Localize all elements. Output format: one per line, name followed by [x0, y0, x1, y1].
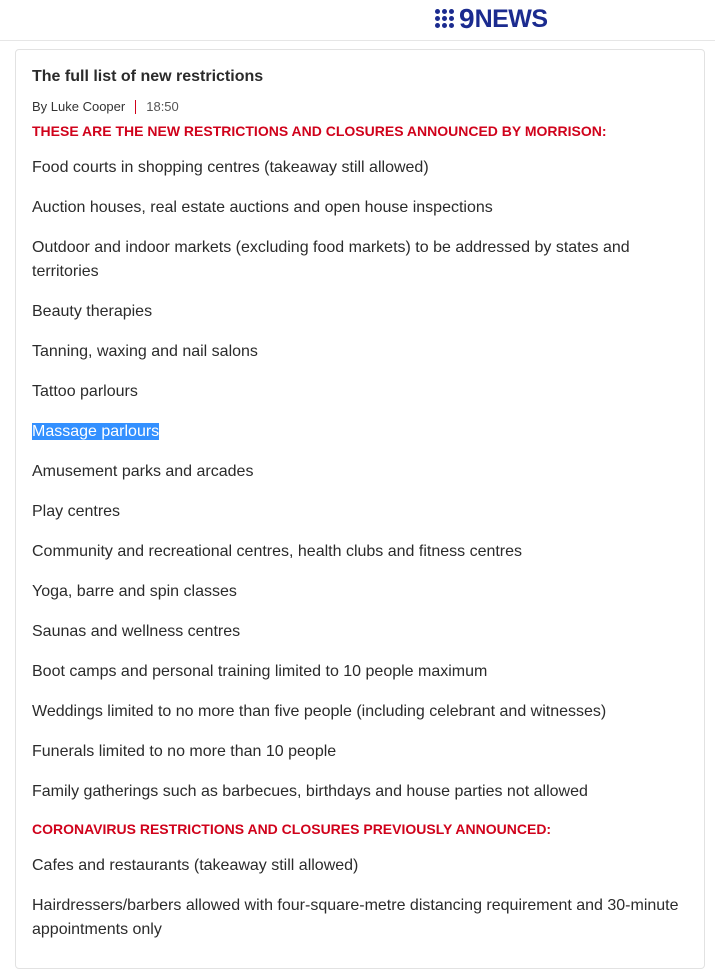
list-item: Beauty therapies — [32, 303, 153, 320]
logo-number: 9 — [459, 3, 474, 34]
timestamp: 18:50 — [146, 99, 179, 114]
nine-dots-icon — [435, 7, 459, 31]
list-item: Yoga, barre and spin classes — [32, 583, 237, 600]
list-item: Food courts in shopping centres (takeaway still allowed) — [32, 159, 429, 176]
list-item: Amusement parks and arcades — [32, 463, 254, 480]
article-title: The full list of new restrictions — [32, 68, 264, 85]
list-item: Auction houses, real estate auctions and open house inspections — [32, 199, 493, 216]
new-restrictions-list — [32, 156, 682, 820]
byline[interactable]: By Luke Cooper — [32, 99, 126, 114]
section-heading-previous: CORONAVIRUS RESTRICTIONS AND CLOSURES PREVIOUSLY ANNOUNCED: — [32, 821, 552, 837]
meta-separator — [135, 100, 136, 114]
logo-text: NEWS — [474, 5, 548, 33]
list-item: Weddings limited to no more than five people (including celebrant and witnesses) — [32, 703, 607, 720]
list-item-selected: Massage parlours — [32, 423, 160, 440]
list-item: Tanning, waxing and nail salons — [32, 343, 258, 360]
article-meta — [32, 99, 179, 114]
list-item: Tattoo parlours — [32, 383, 138, 400]
top-bar — [0, 0, 715, 41]
nine-news-logo[interactable] — [435, 3, 548, 34]
previous-restrictions-list — [32, 854, 682, 958]
section-heading-new: THESE ARE THE NEW RESTRICTIONS AND CLOSURES ANNOUNCED BY MORRISON: — [32, 123, 607, 139]
list-item: Outdoor and indoor markets (excluding food markets) to be addressed by states and territories — [32, 239, 630, 280]
list-item: Hairdressers/barbers allowed with four-square-metre distancing requirement and 30-minute appointments only — [32, 897, 679, 938]
list-item: Cafes and restaurants (takeaway still allowed) — [32, 857, 359, 874]
list-item: Funerals limited to no more than 10 people — [32, 743, 337, 760]
list-item: Family gatherings such as barbecues, birthdays and house parties not allowed — [32, 783, 588, 800]
list-item: Community and recreational centres, health clubs and fitness centres — [32, 543, 523, 560]
list-item: Play centres — [32, 503, 121, 520]
list-item: Saunas and wellness centres — [32, 623, 241, 640]
list-item: Boot camps and personal training limited to 10 people maximum — [32, 663, 488, 680]
